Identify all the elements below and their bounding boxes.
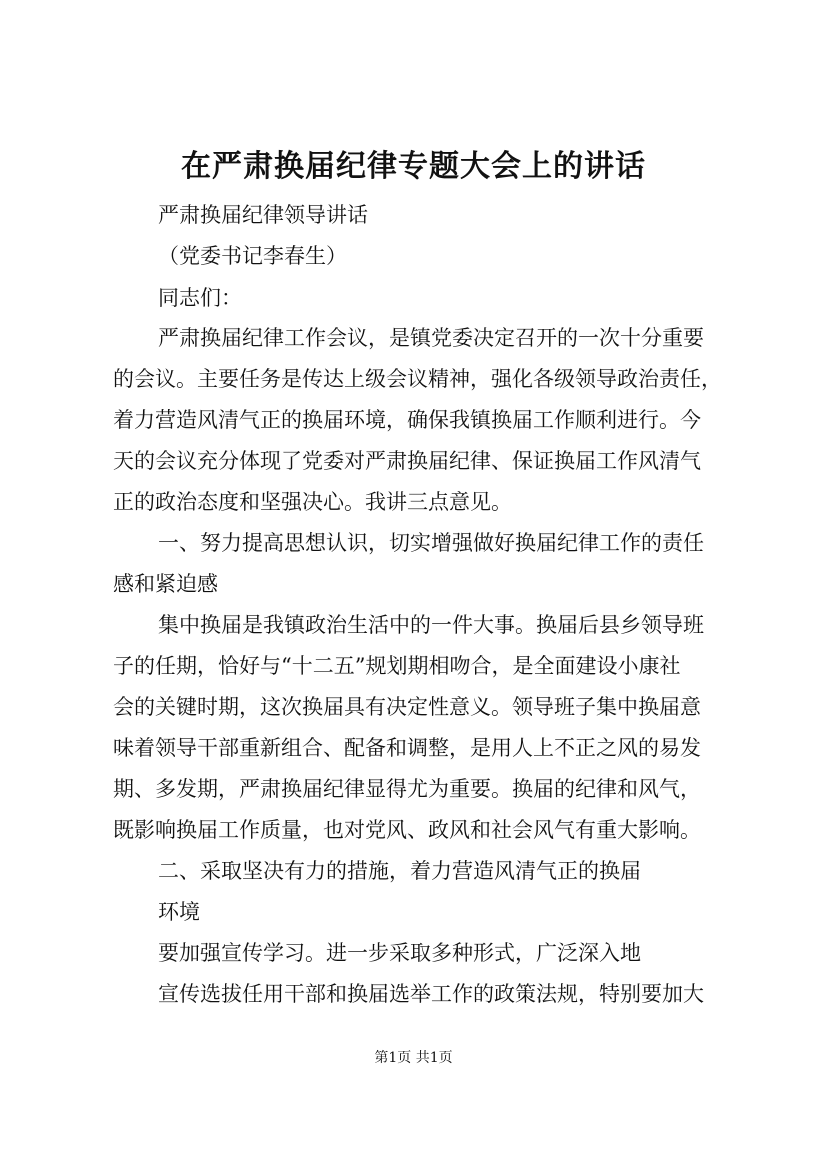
section-heading: 环境 [158,900,200,924]
salutation: 同志们： [158,286,242,310]
speaker-line: （党委书记李春生） [158,244,347,268]
paragraph-line: 味着领导干部重新组合、配备和调整，是用人上不正之风的易发 [113,736,701,760]
paragraph-line: 既影响换届工作质量，也对党风、政风和社会风气有重大影响。 [113,818,701,842]
paragraph-line: 会的关键时期，这次换届具有决定性意义。领导班子集中换届意 [113,695,701,719]
paragraph-line: 严肃换届纪律工作会议，是镇党委决定召开的一次十分重要 [158,326,704,350]
paragraph-line: 集中换届是我镇政治生活中的一件大事。换届后县乡领导班 [158,613,704,637]
section-heading: 感和紧迫感 [113,572,218,596]
paragraph-line: 的会议。主要任务是传达上级会议精神，强化各级领导政治责任， [113,367,722,391]
paragraph-line: 宣传选拔任用干部和换届选举工作的政策法规，特别要加大 [158,982,704,1006]
paragraph-line: 子的任期，恰好与“十二五”规划期相吻合，是全面建设小康社 [113,654,681,678]
paragraph-line: 天的会议充分体现了党委对严肃换届纪律、保证换届工作风清气 [113,449,701,473]
page-footer: 第1页 共1页 [374,1050,453,1066]
paragraph-line: 正的政治态度和坚强决心。我讲三点意见。 [113,490,512,514]
section-heading: 二、采取坚决有力的措施，着力营造风清气正的换届 [158,859,641,883]
paragraph-line: 期、多发期，严肃换届纪律显得尤为重要。换届的纪律和风气， [113,777,701,801]
subtitle: 严肃换届纪律领导讲话 [158,203,368,227]
paragraph-line: 着力营造风清气正的换届环境，确保我镇换届工作顺利进行。今 [113,408,701,432]
paragraph-line: 要加强宣传学习。进一步采取多种形式，广泛深入地 [158,941,641,965]
section-heading: 一、努力提高思想认识，切实增强做好换届纪律工作的责任 [158,531,704,555]
document-title: 在严肃换届纪律专题大会上的讲话 [181,149,646,184]
